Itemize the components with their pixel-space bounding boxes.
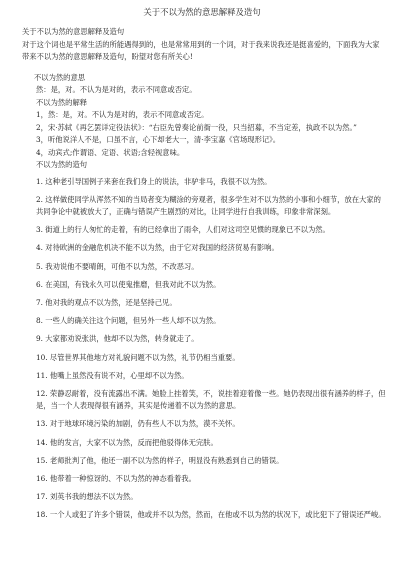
example-sentence: 11. 他嘴上虽然没有说不对，心里却不以为然。 bbox=[36, 370, 189, 380]
example-sentence: 8. 一些人的确关注这个问题，但另外一些人却不以为然。 bbox=[36, 316, 221, 326]
explanation-heading: 不以为然的解释 bbox=[36, 97, 88, 107]
example-sentence: 6. 在美国，有钱永久可以使鬼推磨，但我对此不以为然。 bbox=[36, 279, 221, 289]
example-sentence: 3. 街道上的行人匆忙的走着，有的已经拿出了雨伞，人们对这司空见惯的现象已不以为然。 bbox=[36, 225, 330, 235]
intro-title: 关于不以为然的意思解释及造句 bbox=[22, 27, 125, 36]
example-sentence: 15. 老师批判了他，他还一副不以为然的样子，明显没有熟悉到自己的错误。 bbox=[36, 455, 284, 465]
example-sentence: 12. 荣静忍耐着，没有流露出不满。她脸上挂着笑，不，说挂着迎着像一些。她仍表现出很有涵养的样子，但是，当一个人表现得很有涵养，其实是传递着不以为然的意思。 bbox=[36, 388, 386, 411]
meaning-text: 然：是，对。不认为是对的，表示不同意或否定。 bbox=[36, 85, 197, 94]
example-sentence: 7. 他对我的观点不以为然，还是坚持己见。 bbox=[36, 297, 177, 307]
explanation-item: 3，听他说洋人不是，口虽不言，心下却老大一，清·李宝嘉《官场现形记》。 bbox=[36, 135, 281, 144]
explanation-item: 4，动宾式;作谓语、定语、状语;含轻视意味。 bbox=[36, 147, 185, 157]
example-sentence: 13. 对于地球环境污染的加剧，仍有些人不以为然，漠不关怀。 bbox=[36, 419, 240, 429]
example-sentence: 10. 尽管世界其他地方对礼貌问题不以为然，礼节仍相当重要。 bbox=[36, 352, 240, 362]
document-title: 关于不以为然的意思解释及造句 bbox=[143, 7, 261, 17]
example-sentence: 4. 对待欧洲的金融危机决不能不以为然，由于它对我国的经济贸易有影响。 bbox=[36, 243, 279, 253]
example-sentence: 17. 刘英书我的想法不以为然。 bbox=[36, 492, 138, 502]
example-sentence: 1. 这种老引导国例子来套在我们身上的说法，非驴非马，我很不以为然。 bbox=[36, 176, 272, 186]
example-sentence: 18. 一个人或犯了许多个错误，他或并不以为然，然而，在他或不以为然的状况下，或比犯下了错误还严峻。 bbox=[36, 510, 386, 520]
explanation-item: 2，宋·苏轼《再乞罢详定役法状》：“右臣先曾奏论前衙一役，只当招募，不当定差，执政不以为然。” bbox=[36, 122, 357, 132]
intro-paragraph: 对于这个词也是平常生活的所能遇得到的，也是常常用到的一个词，对于我来说我还是挺喜爱的，下面我为大家带来不以为然的意思解释及造句，盼望对您有所关心! bbox=[22, 39, 380, 61]
example-sentence: 9. 大家都劝说张洪，他却不以为然，转身就走了。 bbox=[36, 334, 199, 344]
example-sentence: 2. 这样做使同学从浑然不知的当局者变为糊涂的旁观者，很多学生对不以为然的小事和小细节，放在大家的共同争论中就被放大了，正确与错误产生剧烈的对比，让同学进行自我训练，印象非常深刻。 bbox=[36, 194, 381, 216]
examples-list bbox=[14, 176, 390, 522]
examples-heading: 不以为然的造句 bbox=[36, 160, 88, 169]
meaning-heading: 不以为然的意思 bbox=[34, 72, 86, 82]
explanation-item: 1，然：是，对。不认为是对的，表示不同意或否定。 bbox=[36, 110, 209, 119]
example-sentence: 14. 他的发言，大家不以为然，反而把他驳得体无完肤。 bbox=[36, 437, 218, 447]
example-sentence: 16. 他带着一种惊讶的、不以为然的神态看着我。 bbox=[36, 473, 196, 483]
example-sentence: 5. 我劝说他不要晴朗，可他不以为然，不改恶习。 bbox=[36, 261, 199, 271]
